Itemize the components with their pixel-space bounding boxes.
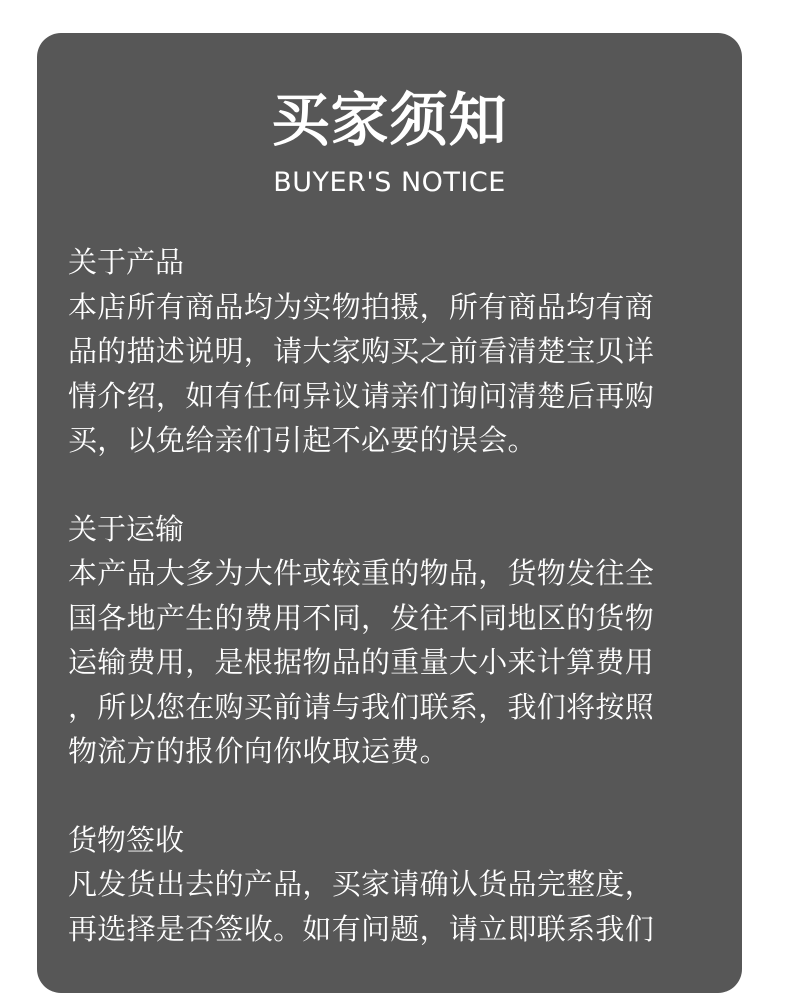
paragraph-line: 品的描述说明，请大家购买之前看清楚宝贝详 — [68, 334, 655, 368]
notice-title: 买家须知 — [271, 86, 508, 154]
section-receipt — [68, 818, 718, 952]
paragraph-line: 国各地产生的费用不同，发往不同地区的货物 — [68, 600, 655, 635]
notice-subtitle: BUYER'S NOTICE — [273, 167, 506, 198]
section-product — [68, 240, 718, 463]
section-heading: 关于运输 — [68, 511, 185, 546]
notice-content — [68, 240, 718, 993]
paragraph-line: 情介绍，如有任何异议请亲们询问清楚后再购 — [68, 378, 655, 413]
section-heading: 关于产品 — [68, 245, 185, 279]
notice-card — [37, 33, 742, 993]
paragraph-line: 买，以免给亲们引起不必要的误会。 — [68, 423, 537, 457]
section-heading: 货物签收 — [68, 822, 185, 857]
paragraph-line: 凡发货出去的产品，买家请确认货品完整度， — [68, 867, 655, 901]
paragraph-line: ，所以您在购买前请与我们联系，我们将按照 — [68, 689, 655, 724]
paragraph-line: 本产品大多为大件或较重的物品，货物发往全 — [68, 556, 655, 590]
paragraph-line: 运输费用，是根据物品的重量大小来计算费用 — [68, 645, 655, 679]
paragraph-line: 物流方的报价向你收取运费。 — [68, 734, 449, 768]
section-shipping — [68, 507, 718, 774]
paragraph-line: 本店所有商品均为实物拍摄，所有商品均有商 — [68, 289, 655, 324]
paragraph-line: 再选择是否签收。如有问题，请立即联系我们 — [68, 911, 655, 946]
